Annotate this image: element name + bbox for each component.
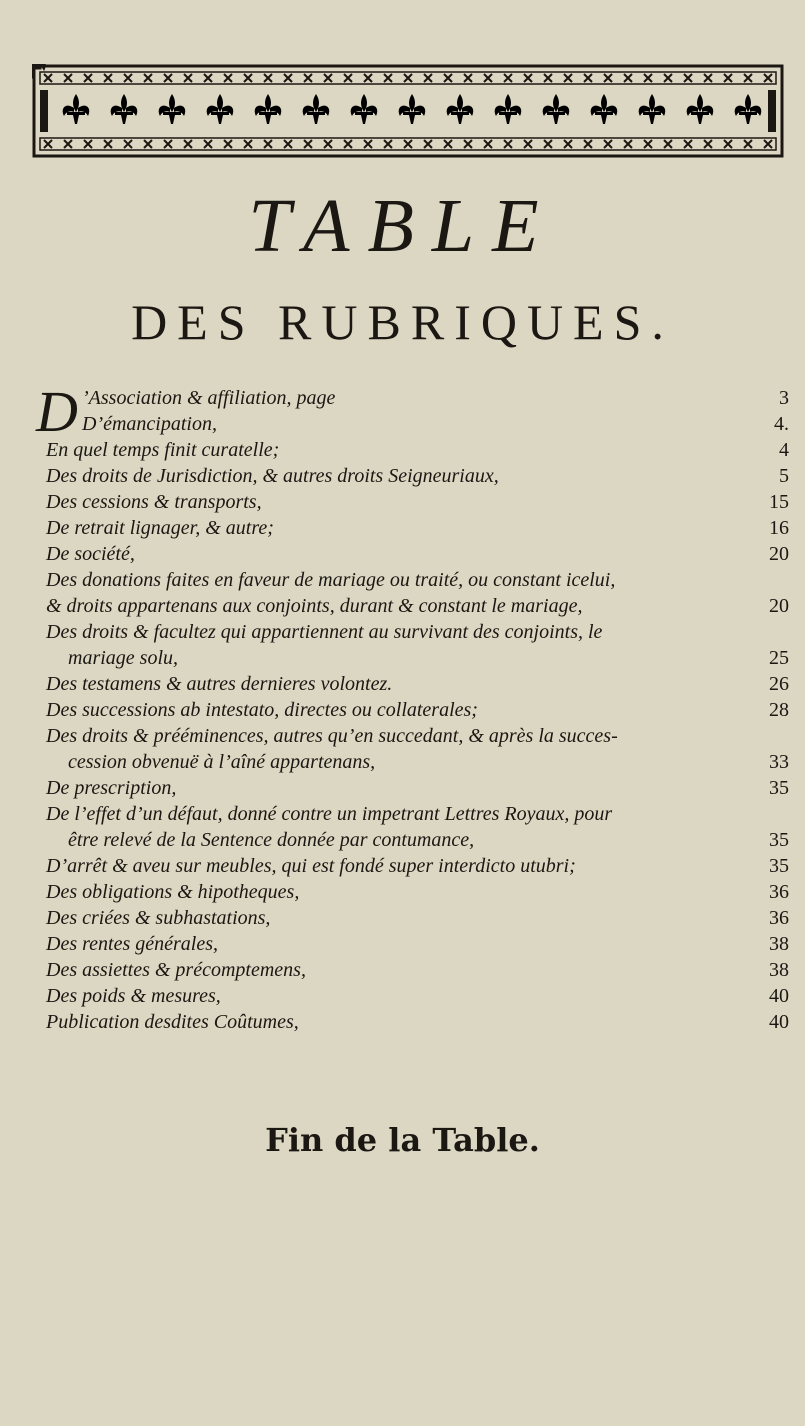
toc-entry bbox=[36, 489, 789, 515]
toc-entry-page: 38 bbox=[769, 959, 789, 981]
toc-entry bbox=[36, 567, 789, 593]
toc-entry-page: 3 bbox=[779, 387, 789, 409]
toc-entry bbox=[36, 879, 789, 905]
toc-entry-page: 40 bbox=[769, 985, 789, 1007]
toc-entry-text: & droits appartenans aux conjoints, durant & constant le mariage, bbox=[46, 595, 583, 617]
toc-entry-text: Des cessions & transports, bbox=[46, 491, 262, 513]
toc-entry-text: Publication desdites Coûtumes, bbox=[46, 1011, 299, 1033]
toc-entry-text: De société, bbox=[46, 543, 135, 565]
toc-entry-text: Des droits de Jurisdiction, & autres droits Seigneuriaux, bbox=[46, 465, 499, 487]
toc-entry bbox=[36, 905, 789, 931]
closing-line: Fin de la Table. bbox=[265, 1121, 540, 1159]
table-of-contents bbox=[36, 379, 789, 1035]
toc-entry bbox=[36, 697, 789, 723]
toc-entry-text: D’émancipation, bbox=[82, 413, 217, 435]
toc-entry bbox=[36, 775, 789, 801]
toc-entry-text: Des testamens & autres dernieres volontez. bbox=[46, 673, 393, 695]
toc-entry-page: 33 bbox=[769, 751, 789, 773]
toc-entry-page: 15 bbox=[769, 491, 789, 513]
toc-entry bbox=[36, 463, 789, 489]
toc-entry-page: 36 bbox=[769, 881, 789, 903]
toc-entry bbox=[36, 1009, 789, 1035]
toc-entry bbox=[36, 853, 789, 879]
toc-entry-page: 20 bbox=[769, 595, 789, 617]
toc-entry-page: 4 bbox=[779, 439, 789, 461]
toc-entry-page: 35 bbox=[769, 777, 789, 799]
toc-entry-page: 4. bbox=[774, 413, 789, 435]
toc-entry bbox=[36, 957, 789, 983]
toc-entry-text: Des criées & subhastations, bbox=[46, 907, 271, 929]
toc-entry-text: De prescription, bbox=[46, 777, 177, 799]
toc-entry-text: mariage solu, bbox=[68, 647, 178, 669]
toc-entry-page: 20 bbox=[769, 543, 789, 565]
toc-entry-page: 26 bbox=[769, 673, 789, 695]
toc-entry-page: 25 bbox=[769, 647, 789, 669]
toc-entry-text: Des donations faites en faveur de mariage ou traité, ou constant icelui, bbox=[46, 569, 616, 591]
toc-entry-page: 28 bbox=[769, 699, 789, 721]
toc-entry-text: Des assiettes & précomptemens, bbox=[46, 959, 306, 981]
toc-entry-text: Des obligations & hipotheques, bbox=[46, 881, 300, 903]
toc-entry bbox=[36, 515, 789, 541]
toc-entry bbox=[36, 931, 789, 957]
toc-entry-text: Des droits & facultez qui appartiennent au survivant des conjoints, le bbox=[46, 621, 603, 643]
toc-entry-page: 35 bbox=[769, 855, 789, 877]
toc-entry bbox=[36, 801, 789, 827]
toc-entry bbox=[36, 593, 789, 619]
toc-entry-text: D’arrêt & aveu sur meubles, qui est fondé super interdicto utubri; bbox=[46, 855, 576, 877]
fleur-de-lis-border-ornament bbox=[32, 64, 784, 158]
toc-entry bbox=[36, 723, 789, 749]
toc-entry-text: Des poids & mesures, bbox=[46, 985, 221, 1007]
toc-entry-text: Des successions ab intestato, directes ou collaterales; bbox=[46, 699, 478, 721]
toc-entry-text: être relevé de la Sentence donnée par contumance, bbox=[68, 829, 475, 851]
drop-cap: D bbox=[36, 379, 78, 444]
toc-entry-text: Des droits & prééminences, autres qu’en succedant, & après la succes- bbox=[46, 725, 618, 747]
toc-entry-page: 40 bbox=[769, 1011, 789, 1033]
toc-entry-text: ’Association & affiliation, page bbox=[82, 387, 336, 409]
toc-entry bbox=[36, 645, 789, 671]
toc-entry bbox=[36, 749, 789, 775]
toc-entry bbox=[36, 827, 789, 853]
toc-entry-text: cession obvenuë à l’aîné appartenans, bbox=[68, 751, 376, 773]
toc-entry-text: Des rentes générales, bbox=[46, 933, 218, 955]
toc-entry-page: 38 bbox=[769, 933, 789, 955]
toc-entry-text: En quel temps finit curatelle; bbox=[46, 439, 280, 461]
toc-entry-text: De retrait lignager, & autre; bbox=[46, 517, 274, 539]
toc-entry-page: 35 bbox=[769, 829, 789, 851]
toc-entry bbox=[36, 619, 789, 645]
toc-entry-page: 5 bbox=[779, 465, 789, 487]
toc-entry bbox=[36, 437, 789, 463]
toc-entry-text: De l’effet d’un défaut, donné contre un impetrant Lettres Royaux, pour bbox=[46, 803, 613, 825]
toc-entry bbox=[36, 411, 789, 437]
toc-entry bbox=[36, 983, 789, 1009]
toc-entry-page: 16 bbox=[769, 517, 789, 539]
toc-entry bbox=[36, 541, 789, 567]
page-title: TABLE bbox=[248, 184, 557, 268]
toc-entry-page: 36 bbox=[769, 907, 789, 929]
toc-entry bbox=[36, 671, 789, 697]
page-subtitle: DES RUBRIQUES. bbox=[131, 294, 674, 350]
